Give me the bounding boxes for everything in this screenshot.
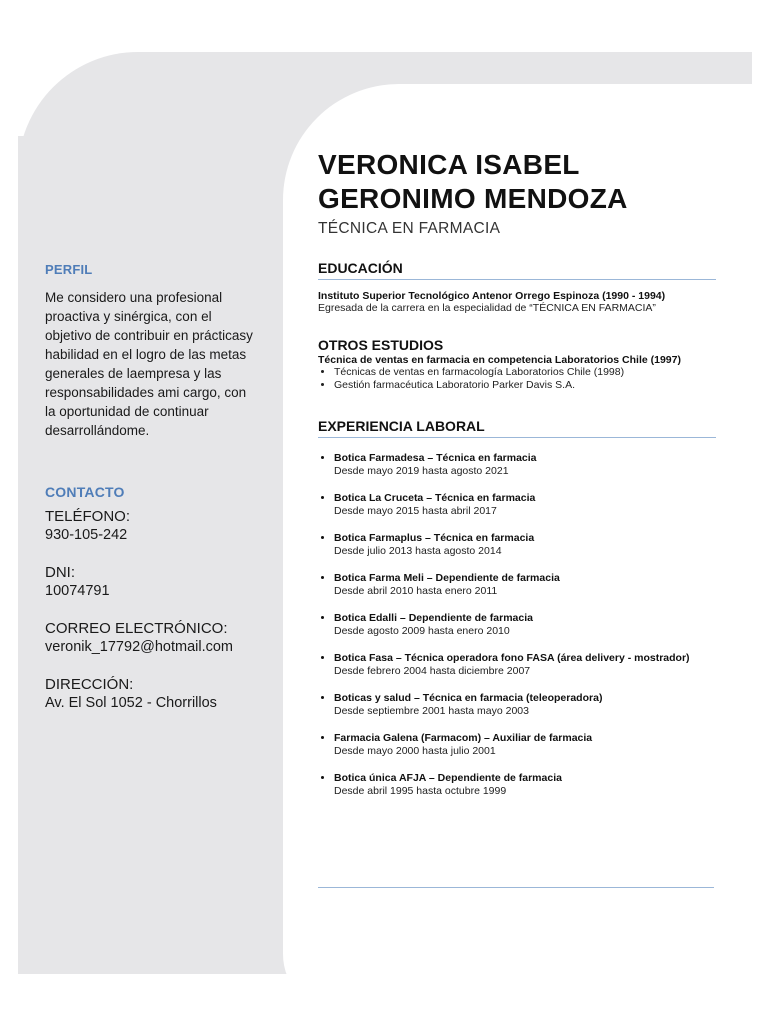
experience-role: • Botica Farmadesa – Técnica en farmacia — [334, 452, 537, 464]
education-description: Egresada de la carrera en la especialidad de “TÉCNICA EN FARMACIA” — [318, 302, 656, 314]
experience-heading: EXPERIENCIA LABORAL — [318, 418, 716, 438]
contact-heading: CONTACTO — [45, 484, 125, 500]
experience-role: • Botica Fasa – Técnica operadora fono FASA (área delivery - mostrador) — [334, 652, 690, 664]
list-item: • Técnicas de ventas en farmacología Laboratorios Chile (1998) — [334, 366, 716, 379]
experience-item — [334, 612, 716, 638]
email-value: veronik_17792@hotmail.com — [45, 639, 234, 655]
experience-section — [318, 418, 716, 798]
sidebar — [45, 262, 255, 712]
experience-list — [318, 452, 716, 798]
experience-dates: Desde septiembre 2001 hasta mayo 2003 — [334, 705, 529, 717]
main-content — [318, 148, 716, 812]
experience-item — [334, 772, 716, 798]
profile-text: Me considero una profesional proactiva y sinérgica, con el objetivo de contribuir en prácticasy habilidad en el logro de las metas generales de laempresa y las responsabilidades ami cargo, con la oportunidad de continuar desarrollándome. — [45, 290, 253, 438]
experience-role: • Botica Farmaplus – Técnica en farmacia — [334, 532, 535, 544]
experience-item — [334, 532, 716, 558]
experience-dates: Desde mayo 2019 hasta agosto 2021 — [334, 465, 509, 477]
experience-dates: Desde abril 2010 hasta enero 2011 — [334, 585, 498, 597]
email-label: CORREO ELECTRÓNICO: — [45, 620, 228, 637]
education-section — [318, 260, 716, 315]
dni-label: DNI: — [45, 564, 75, 581]
experience-item — [334, 732, 716, 758]
education-institution: Instituto Superior Tecnológico Antenor Orrego Espinoza (1990 - 1994) — [318, 290, 666, 302]
job-title: TÉCNICA EN FARMACIA — [318, 220, 501, 237]
experience-role: • Botica única AFJA – Dependiente de farmacia — [334, 772, 562, 784]
experience-item — [334, 692, 716, 718]
contact-block — [45, 508, 255, 712]
full-name-line1: VERONICA ISABEL — [318, 149, 580, 180]
other-studies-section — [318, 337, 716, 392]
experience-item — [334, 452, 716, 478]
other-studies-list — [318, 366, 716, 392]
full-name-line2: GERONIMO MENDOZA — [318, 183, 628, 214]
experience-dates: Desde julio 2013 hasta agosto 2014 — [334, 545, 502, 557]
experience-role: • Botica Farma Meli – Dependiente de farmacia — [334, 572, 560, 584]
other-studies-main: Técnica de ventas en farmacia en competencia Laboratorios Chile (1997) — [318, 354, 681, 366]
phone-label: TELÉFONO: — [45, 508, 131, 525]
list-item: • Gestión farmacéutica Laboratorio Parker Davis S.A. — [334, 379, 716, 392]
experience-dates: Desde agosto 2009 hasta enero 2010 — [334, 625, 510, 637]
experience-role: • Farmacia Galena (Farmacom) – Auxiliar de farmacia — [334, 732, 593, 744]
experience-role: • Botica Edalli – Dependiente de farmacia — [334, 612, 533, 624]
address-value: Av. El Sol 1052 - Chorrillos — [45, 695, 217, 711]
experience-dates: Desde febrero 2004 hasta diciembre 2007 — [334, 665, 531, 677]
experience-role: • Boticas y salud – Técnica en farmacia (teleoperadora) — [334, 692, 603, 704]
phone-value: 930-105-242 — [45, 527, 128, 543]
address-label: DIRECCIÓN: — [45, 676, 134, 693]
bottom-divider — [318, 887, 714, 888]
experience-item — [334, 652, 716, 678]
education-heading: EDUCACIÓN — [318, 260, 716, 280]
experience-dates: Desde mayo 2000 hasta julio 2001 — [334, 745, 496, 757]
experience-dates: Desde abril 1995 hasta octubre 1999 — [334, 785, 507, 797]
profile-heading: PERFIL — [45, 262, 93, 277]
other-studies-heading: OTROS ESTUDIOS — [318, 337, 444, 353]
dni-value: 10074791 — [45, 583, 110, 599]
experience-role: • Botica La Cruceta – Técnica en farmacia — [334, 492, 536, 504]
experience-item — [334, 492, 716, 518]
experience-dates: Desde mayo 2015 hasta abril 2017 — [334, 505, 497, 517]
experience-item — [334, 572, 716, 598]
